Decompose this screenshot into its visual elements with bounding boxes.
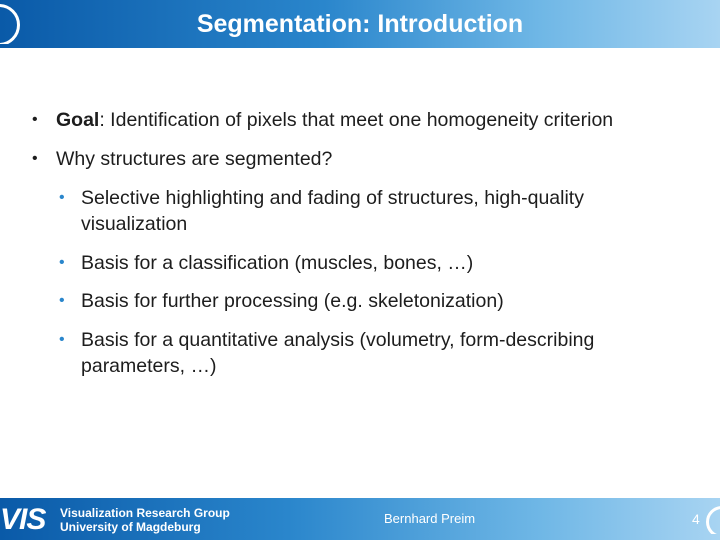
sub-bullet-dot-icon: • — [59, 189, 65, 206]
sub-bullet-quantitative — [59, 327, 681, 379]
slide-title: Segmentation: Introduction — [196, 10, 524, 38]
bullet-goal — [32, 107, 706, 133]
sub-bullet-dot-icon: • — [59, 254, 65, 271]
footer-arc-decoration — [704, 506, 720, 534]
sub-bullet-highlighting — [59, 185, 671, 237]
bullet-dot-icon: • — [32, 150, 38, 167]
sub-bullet-processing — [59, 288, 691, 314]
university-name: University of Magdeburg — [60, 520, 201, 534]
slide-footer — [0, 498, 720, 540]
sub-bullet-dot-icon: • — [59, 331, 65, 348]
bullet-why — [32, 146, 706, 172]
group-name: Visualization Research Group — [60, 506, 230, 520]
sub-bullet-text: Basis for further processing (e.g. skeletonization) — [81, 290, 504, 312]
sub-bullet-text: Selective highlighting and fading of structures, high-quality visualization — [81, 187, 584, 235]
page-number: 4 — [692, 511, 700, 527]
why-text: Why structures are segmented? — [56, 148, 333, 170]
vis-logo: VIS — [0, 503, 46, 536]
sub-bullet-classification — [59, 250, 691, 276]
sub-bullet-text: Basis for a quantitative analysis (volumetry, form-describing parameters, …) — [81, 329, 595, 377]
bullet-dot-icon: • — [32, 111, 38, 128]
author-name: Bernhard Preim — [384, 511, 476, 526]
sub-bullet-text: Basis for a classification (muscles, bones, …) — [81, 252, 474, 274]
sub-bullet-dot-icon: • — [59, 292, 65, 309]
goal-label: Goal — [56, 109, 100, 131]
goal-text: : Identification of pixels that meet one homogeneity criterion — [99, 109, 614, 131]
research-group-label — [60, 506, 230, 534]
